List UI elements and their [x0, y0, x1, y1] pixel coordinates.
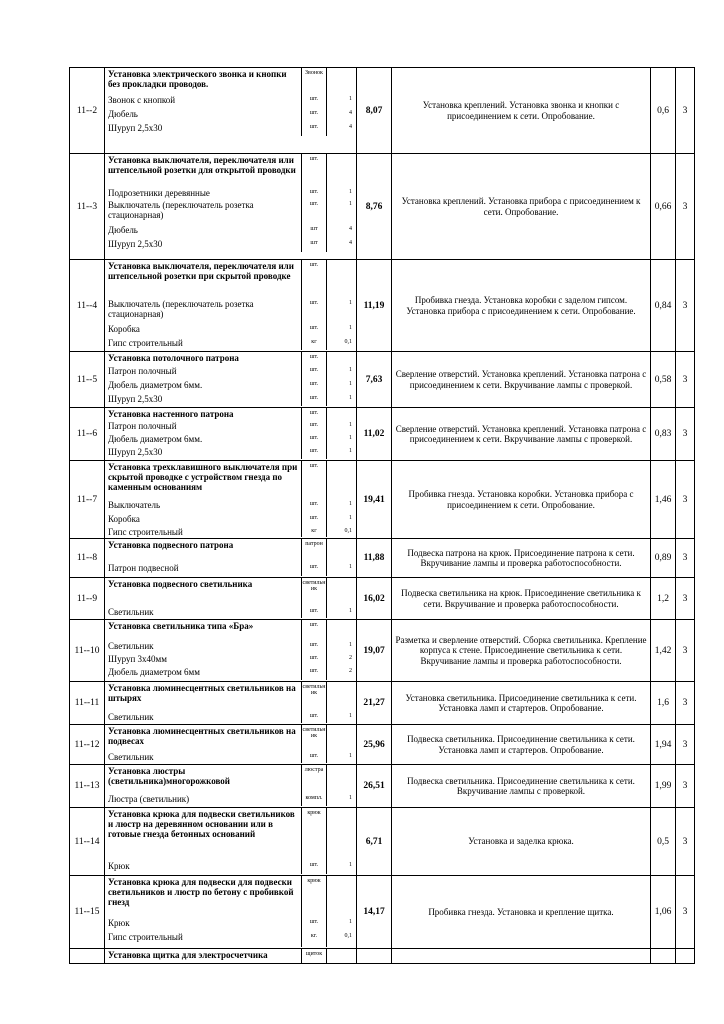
material-line [105, 949, 356, 963]
work-description: Подвеска светильника. Присоединение светильника к сети. Установка ламп и стартеров. Опробование. [392, 725, 651, 765]
worker-category: 3 [676, 154, 695, 260]
material-unit: светильник [301, 725, 326, 751]
item-code: 11--2 [70, 68, 105, 154]
material-unit: светильник [301, 578, 326, 606]
unit-cost: 6,71 [357, 808, 392, 876]
material-line [105, 640, 356, 653]
material-line [105, 808, 356, 860]
material-unit: шт. [301, 379, 326, 393]
material-quantity: 1 [326, 640, 356, 653]
materials-cell [105, 408, 357, 461]
material-line [105, 653, 356, 666]
material-unit: шт. [301, 653, 326, 666]
worker-category: 3 [676, 876, 695, 949]
material-unit: люстра [301, 765, 326, 793]
material-line [105, 606, 356, 618]
material-unit: шт. [301, 154, 326, 187]
item-code: 11--5 [70, 352, 105, 408]
material-line [105, 620, 356, 640]
materials-cell [105, 949, 357, 964]
table-row [70, 68, 695, 154]
material-name: Светильник [108, 641, 154, 651]
material-line [105, 562, 356, 576]
material-quantity [326, 682, 356, 711]
materials-cell [105, 154, 357, 260]
table-row [70, 620, 695, 682]
item-code: 11--12 [70, 725, 105, 765]
operation-title: Установка электрического звонка и кнопки без прокладки проводов. [108, 69, 287, 90]
material-name: Светильник [108, 752, 154, 762]
worker-category: 3 [676, 725, 695, 765]
worker-category: 3 [676, 408, 695, 461]
work-description: Сверление отверстий. Установка креплений. Установка патрона с присоединением к сети. Вкручивание лампы с проверкой. [392, 352, 651, 408]
materials-cell [105, 539, 357, 578]
material-unit: шт [301, 224, 326, 238]
material-name: Выключатель (переключатель розетка стационарная) [108, 200, 254, 221]
materials-cell [105, 352, 357, 408]
material-quantity: 1 [326, 446, 356, 459]
unit-cost: 11,02 [357, 408, 392, 461]
material-name: Дюбель диаметром 6мм. [108, 434, 203, 444]
work-description: Подвеска светильника на крюк. Присоединение светильника к сети. Вкручивание и проверка работоспособности. [392, 578, 651, 620]
material-unit: кг [301, 337, 326, 350]
unit-cost: 25,96 [357, 725, 392, 765]
material-line [105, 379, 356, 393]
material-line [105, 917, 356, 931]
material-unit: шт. [301, 666, 326, 680]
work-description: Пробивка гнезда. Установка коробки. Установка прибора с присоединением к сети. Опробование. [392, 461, 651, 539]
material-unit: шт. [301, 513, 326, 526]
material-name: Дюбель диаметром 6мм [108, 667, 200, 677]
item-code: 11--9 [70, 578, 105, 620]
estimate-table [69, 67, 695, 964]
materials-cell [105, 461, 357, 539]
time-norm: 1,42 [651, 620, 676, 682]
material-unit: кг [301, 526, 326, 537]
item-code: 11--8 [70, 539, 105, 578]
material-name: Дюбель [108, 109, 138, 119]
time-norm [651, 949, 676, 964]
material-quantity: 1 [326, 420, 356, 433]
item-code [70, 949, 105, 964]
work-description: Пробивка гнезда. Установка и крепление щитка. [392, 876, 651, 949]
table-row [70, 352, 695, 408]
material-unit: крюк [301, 876, 326, 917]
worker-category: 3 [676, 765, 695, 808]
worker-category: 3 [676, 260, 695, 352]
material-line [105, 433, 356, 446]
table-row [70, 949, 695, 964]
material-quantity [326, 765, 356, 793]
table-row [70, 876, 695, 949]
material-quantity: 1 [326, 323, 356, 337]
time-norm: 0,83 [651, 408, 676, 461]
materials-cell [105, 68, 357, 154]
material-quantity: 0,1 [326, 931, 356, 947]
material-quantity: 4 [326, 122, 356, 136]
material-line [105, 122, 356, 136]
work-description: Сверление отверстий. Установка креплений. Установка патрона с присоединением к сети. Вкручивание лампы с проверкой. [392, 408, 651, 461]
material-unit: Звонок [301, 68, 326, 94]
material-quantity: 4 [326, 108, 356, 122]
table-row [70, 682, 695, 725]
unit-cost: 21,27 [357, 682, 392, 725]
table-row [70, 408, 695, 461]
material-unit: шт. [301, 446, 326, 459]
material-unit: шт. [301, 323, 326, 337]
unit-cost: 19,07 [357, 620, 392, 682]
material-line [105, 725, 356, 751]
material-quantity: 1 [326, 917, 356, 931]
material-quantity [326, 808, 356, 860]
worker-category: 3 [676, 352, 695, 408]
material-quantity: 2 [326, 653, 356, 666]
material-line [105, 187, 356, 199]
material-quantity [326, 725, 356, 751]
operation-title: Установка настенного патрона [108, 409, 234, 419]
material-line [105, 352, 356, 365]
unit-cost: 19,41 [357, 461, 392, 539]
worker-category [676, 949, 695, 964]
estimate-sheet [69, 67, 695, 964]
material-line [105, 446, 356, 459]
material-quantity [326, 154, 356, 187]
material-name: Коробка [108, 514, 140, 524]
material-quantity: 2 [326, 666, 356, 680]
item-code: 11--14 [70, 808, 105, 876]
material-unit: шт. [301, 606, 326, 618]
material-unit: светильник [301, 682, 326, 711]
materials-cell [105, 765, 357, 808]
material-name: Крюк [108, 918, 130, 928]
item-code: 11--3 [70, 154, 105, 260]
material-name: Светильник [108, 607, 154, 617]
material-quantity [326, 352, 356, 365]
material-name: Шуруп 2,5х30 [108, 123, 163, 133]
material-unit: шт. [301, 711, 326, 723]
material-unit: шт. [301, 260, 326, 298]
material-quantity: 1 [326, 860, 356, 874]
work-description: Пробивка гнезда. Установка коробки с заделом гипсом. Установка прибора с присоединением к сети. Опробование. [392, 260, 651, 352]
material-unit: кг. [301, 931, 326, 947]
material-quantity [326, 260, 356, 298]
operation-title: Установка щитка для электросчетчика [108, 950, 268, 960]
work-description: Установка светильника. Присоединение светильника к сети. Установка ламп и стартеров. Опробование. [392, 682, 651, 725]
material-quantity [326, 539, 356, 562]
material-line [105, 154, 356, 187]
material-name: Гипс строительный [108, 932, 183, 942]
material-line [105, 513, 356, 526]
material-line [105, 94, 356, 108]
time-norm: 0,58 [651, 352, 676, 408]
material-line [105, 408, 356, 420]
time-norm: 1,06 [651, 876, 676, 949]
material-name: Шуруп 3х40мм [108, 654, 167, 664]
work-description: Установка и заделка крюка. [392, 808, 651, 876]
material-quantity: 1 [326, 711, 356, 723]
time-norm: 1,2 [651, 578, 676, 620]
material-line [105, 793, 356, 806]
material-line [105, 751, 356, 763]
table-row [70, 578, 695, 620]
material-unit: шт. [301, 461, 326, 499]
operation-title: Установка крюка для подвески светильников и люстр на деревянном основании или в готовые гнезда бетонных оснований [108, 809, 295, 840]
time-norm: 1,6 [651, 682, 676, 725]
material-unit: шт. [301, 122, 326, 136]
worker-category: 3 [676, 620, 695, 682]
material-quantity [326, 578, 356, 606]
material-quantity [326, 620, 356, 640]
material-name: Дюбель [108, 225, 138, 235]
material-unit: компл. [301, 793, 326, 806]
work-description: Подвеска патрона на крюк. Присоединение патрона к сети. Вкручивание лампы и проверка работоспособности. [392, 539, 651, 578]
material-name: Гипс строительный [108, 338, 183, 348]
material-line [105, 224, 356, 238]
worker-category: 3 [676, 461, 695, 539]
operation-title: Установка потолочного патрона [108, 353, 239, 363]
material-quantity: 1 [326, 199, 356, 224]
unit-cost: 8,07 [357, 68, 392, 154]
item-code: 11--11 [70, 682, 105, 725]
materials-cell [105, 808, 357, 876]
material-quantity: 4 [326, 238, 356, 252]
table-row [70, 539, 695, 578]
material-unit: шт. [301, 433, 326, 446]
material-unit: шт. [301, 298, 326, 323]
material-quantity: 1 [326, 94, 356, 108]
material-unit: шт. [301, 365, 326, 379]
material-quantity: 0,1 [326, 337, 356, 350]
material-name: Коробка [108, 324, 140, 334]
unit-cost: 8,76 [357, 154, 392, 260]
material-name: Звонок с кнопкой [108, 95, 176, 105]
material-line [105, 323, 356, 337]
materials-cell [105, 725, 357, 765]
material-line [105, 539, 356, 562]
material-quantity [326, 949, 356, 963]
worker-category: 3 [676, 808, 695, 876]
time-norm: 0,84 [651, 260, 676, 352]
material-line [105, 298, 356, 323]
work-description: Установка креплений. Установка прибора с присоединением к сети. Опробование. [392, 154, 651, 260]
operation-title: Установка светильника типа «Бра» [108, 621, 254, 631]
material-unit: шт. [301, 640, 326, 653]
material-name: Выключатель [108, 500, 161, 510]
unit-cost [357, 949, 392, 964]
material-quantity: 1 [326, 513, 356, 526]
material-line [105, 108, 356, 122]
item-code: 11--15 [70, 876, 105, 949]
item-code: 11--10 [70, 620, 105, 682]
material-line [105, 238, 356, 252]
operation-title: Установка подвесного светильника [108, 579, 253, 589]
operation-title: Установка люстры (светильника)многорожковой [108, 766, 230, 787]
material-unit: крюк [301, 808, 326, 860]
time-norm: 1,46 [651, 461, 676, 539]
material-quantity: 1 [326, 562, 356, 576]
worker-category: 3 [676, 539, 695, 578]
item-code: 11--4 [70, 260, 105, 352]
material-name: Патрон подвесной [108, 563, 179, 573]
work-description: Установка креплений. Установка звонка и кнопки с присоединением к сети. Опробование. [392, 68, 651, 154]
unit-cost: 7,63 [357, 352, 392, 408]
material-quantity [326, 461, 356, 499]
table-row [70, 765, 695, 808]
material-quantity: 1 [326, 793, 356, 806]
material-line [105, 682, 356, 711]
material-name: Выключатель (переключатель розетка стационарная) [108, 299, 254, 320]
material-line [105, 931, 356, 947]
material-line [105, 199, 356, 224]
material-line [105, 666, 356, 680]
material-unit: патрон [301, 539, 326, 562]
material-line [105, 393, 356, 406]
material-line [105, 578, 356, 606]
material-quantity: 1 [326, 393, 356, 406]
materials-cell [105, 578, 357, 620]
material-quantity [326, 68, 356, 94]
time-norm: 1,99 [651, 765, 676, 808]
unit-cost: 14,17 [357, 876, 392, 949]
unit-cost: 26,51 [357, 765, 392, 808]
unit-cost: 11,19 [357, 260, 392, 352]
material-line [105, 711, 356, 723]
material-quantity: 1 [326, 379, 356, 393]
unit-cost: 11,88 [357, 539, 392, 578]
table-row [70, 260, 695, 352]
material-line [105, 499, 356, 513]
item-code: 11--13 [70, 765, 105, 808]
material-unit: шт. [301, 199, 326, 224]
item-code: 11--7 [70, 461, 105, 539]
material-line [105, 461, 356, 499]
material-name: Шуруп 2,5х30 [108, 447, 163, 457]
material-name: Патрон полочный [108, 366, 177, 376]
material-unit: шт. [301, 352, 326, 365]
operation-title: Установка люминесцентных светильников на подвесах [108, 726, 296, 747]
material-unit: шт [301, 238, 326, 252]
material-line [105, 337, 356, 350]
worker-category: 3 [676, 682, 695, 725]
material-line [105, 260, 356, 298]
work-description [392, 949, 651, 964]
material-name: Шуруп 2,5х30 [108, 394, 163, 404]
table-row [70, 154, 695, 260]
item-code: 11--6 [70, 408, 105, 461]
material-quantity [326, 876, 356, 917]
material-unit: шт. [301, 620, 326, 640]
materials-cell [105, 876, 357, 949]
material-unit: шт. [301, 187, 326, 199]
time-norm: 0,89 [651, 539, 676, 578]
operation-title: Установка трехклавишного выключателя при скрытой проводке с устройством гнезда по каменным основаниям [108, 462, 298, 493]
material-unit: шт. [301, 393, 326, 406]
material-quantity: 1 [326, 187, 356, 199]
material-unit: шт. [301, 860, 326, 874]
material-line [105, 68, 356, 94]
material-quantity: 1 [326, 433, 356, 446]
material-unit: шт. [301, 408, 326, 420]
material-name: Гипс строительный [108, 527, 183, 537]
time-norm: 0,66 [651, 154, 676, 260]
material-name: Шуруп 2,5х30 [108, 239, 163, 249]
operation-title: Установка выключателя, переключателя или штепсельной розетки при скрытой проводке [108, 261, 294, 282]
material-quantity: 4 [326, 224, 356, 238]
material-quantity: 1 [326, 365, 356, 379]
worker-category: 3 [676, 578, 695, 620]
materials-cell [105, 260, 357, 352]
material-unit: щиток [301, 949, 326, 963]
materials-cell [105, 620, 357, 682]
work-description: Разметка и сверление отверстий. Сборка светильника. Крепление корпуса к стене. Присоединение светильника к сети. Вкручивание лампы и проверка работоспособности. [392, 620, 651, 682]
material-line [105, 526, 356, 537]
material-name: Люстра (светильник) [108, 794, 190, 804]
time-norm: 0,6 [651, 68, 676, 154]
material-line [105, 765, 356, 793]
material-unit: шт. [301, 420, 326, 433]
material-name: Подрозетники деревянные [108, 188, 210, 198]
material-quantity: 1 [326, 298, 356, 323]
materials-cell [105, 682, 357, 725]
work-description: Подвеска светильника. Присоединение светильника к сети. Вкручивание лампы с проверкой. [392, 765, 651, 808]
material-name: Дюбель диаметром 6мм. [108, 380, 203, 390]
material-quantity: 1 [326, 499, 356, 513]
table-row [70, 725, 695, 765]
material-quantity: 1 [326, 606, 356, 618]
time-norm: 1,94 [651, 725, 676, 765]
operation-title: Установка люминесцентных светильников на штырях [108, 683, 296, 704]
material-unit: шт. [301, 94, 326, 108]
material-unit: шт. [301, 562, 326, 576]
material-quantity: 1 [326, 751, 356, 763]
material-unit: шт. [301, 108, 326, 122]
table-row [70, 808, 695, 876]
material-name: Крюк [108, 861, 130, 871]
material-line [105, 860, 356, 874]
material-unit: шт. [301, 917, 326, 931]
worker-category: 3 [676, 68, 695, 154]
material-unit: шт. [301, 751, 326, 763]
material-unit: шт. [301, 499, 326, 513]
estimate-table-body [70, 68, 695, 964]
time-norm: 0,5 [651, 808, 676, 876]
material-name: Светильник [108, 712, 154, 722]
operation-title: Установка выключателя, переключателя или штепсельной розетки для открытой проводки [108, 155, 296, 176]
operation-title: Установка подвесного патрона [108, 540, 234, 550]
material-line [105, 876, 356, 917]
table-row [70, 461, 695, 539]
material-quantity: 0,1 [326, 526, 356, 537]
operation-title: Установка крюка для подвески для подвески светильников и люстр по бетону с пробивкой гнезд [108, 877, 294, 908]
unit-cost: 16,02 [357, 578, 392, 620]
material-line [105, 420, 356, 433]
material-quantity [326, 408, 356, 420]
material-line [105, 365, 356, 379]
material-name: Патрон полочный [108, 421, 177, 431]
